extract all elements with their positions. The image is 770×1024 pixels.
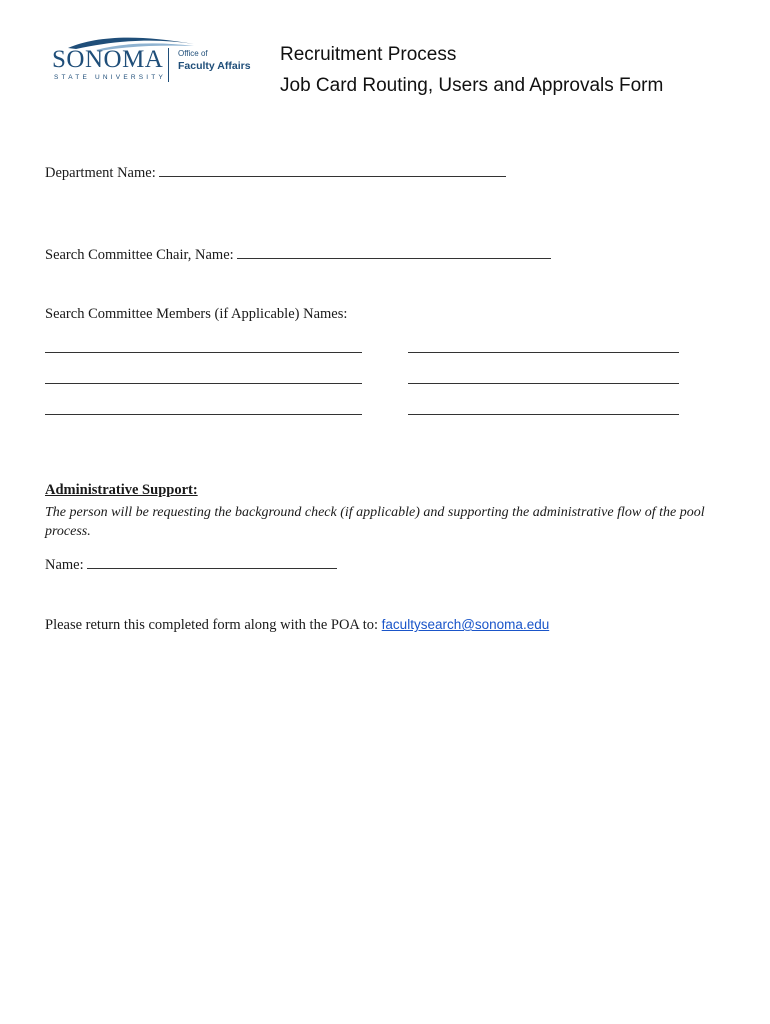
member-blank-1[interactable] [45,352,362,353]
member-blank-6[interactable] [408,414,679,415]
department-name-blank[interactable] [159,162,506,177]
members-label: Search Committee Members (if Applicable) Names: [45,306,348,322]
page-title [280,39,663,101]
member-blank-5[interactable] [45,414,362,415]
logo-wordmark: SONOMA [52,46,164,73]
department-label: Department Name: [45,165,156,181]
chair-label: Search Committee Chair, Name: [45,247,234,263]
chair-name-blank[interactable] [237,244,551,259]
chair-field [45,244,551,264]
logo-subtitle: STATE UNIVERSITY [54,74,166,81]
member-blank-4[interactable] [408,383,679,384]
logo-divider [168,48,169,82]
admin-support-description: The person will be requesting the background check (if applicable) and supporting the administrative flow of the pool process. [45,505,705,539]
title-line-2: Job Card Routing, Users and Approvals Form [280,75,664,96]
return-text: Please return this completed form along with the POA to: [45,617,379,633]
logo-office-label: Office of [178,49,208,58]
department-field [45,162,506,182]
member-blank-3[interactable] [45,383,362,384]
admin-support-heading: Administrative Support: [45,482,198,498]
member-blank-2[interactable] [408,352,679,353]
email-link[interactable]: facultysearch@sonoma.edu [381,617,550,632]
members-field [45,306,347,323]
admin-name-blank[interactable] [87,554,337,569]
return-instructions [45,617,549,634]
title-line-1: Recruitment Process [280,44,457,65]
logo-office-name: Faculty Affairs [178,60,251,72]
admin-name-field [45,554,337,574]
admin-name-label: Name: [45,557,84,573]
sonoma-logo [50,34,250,86]
